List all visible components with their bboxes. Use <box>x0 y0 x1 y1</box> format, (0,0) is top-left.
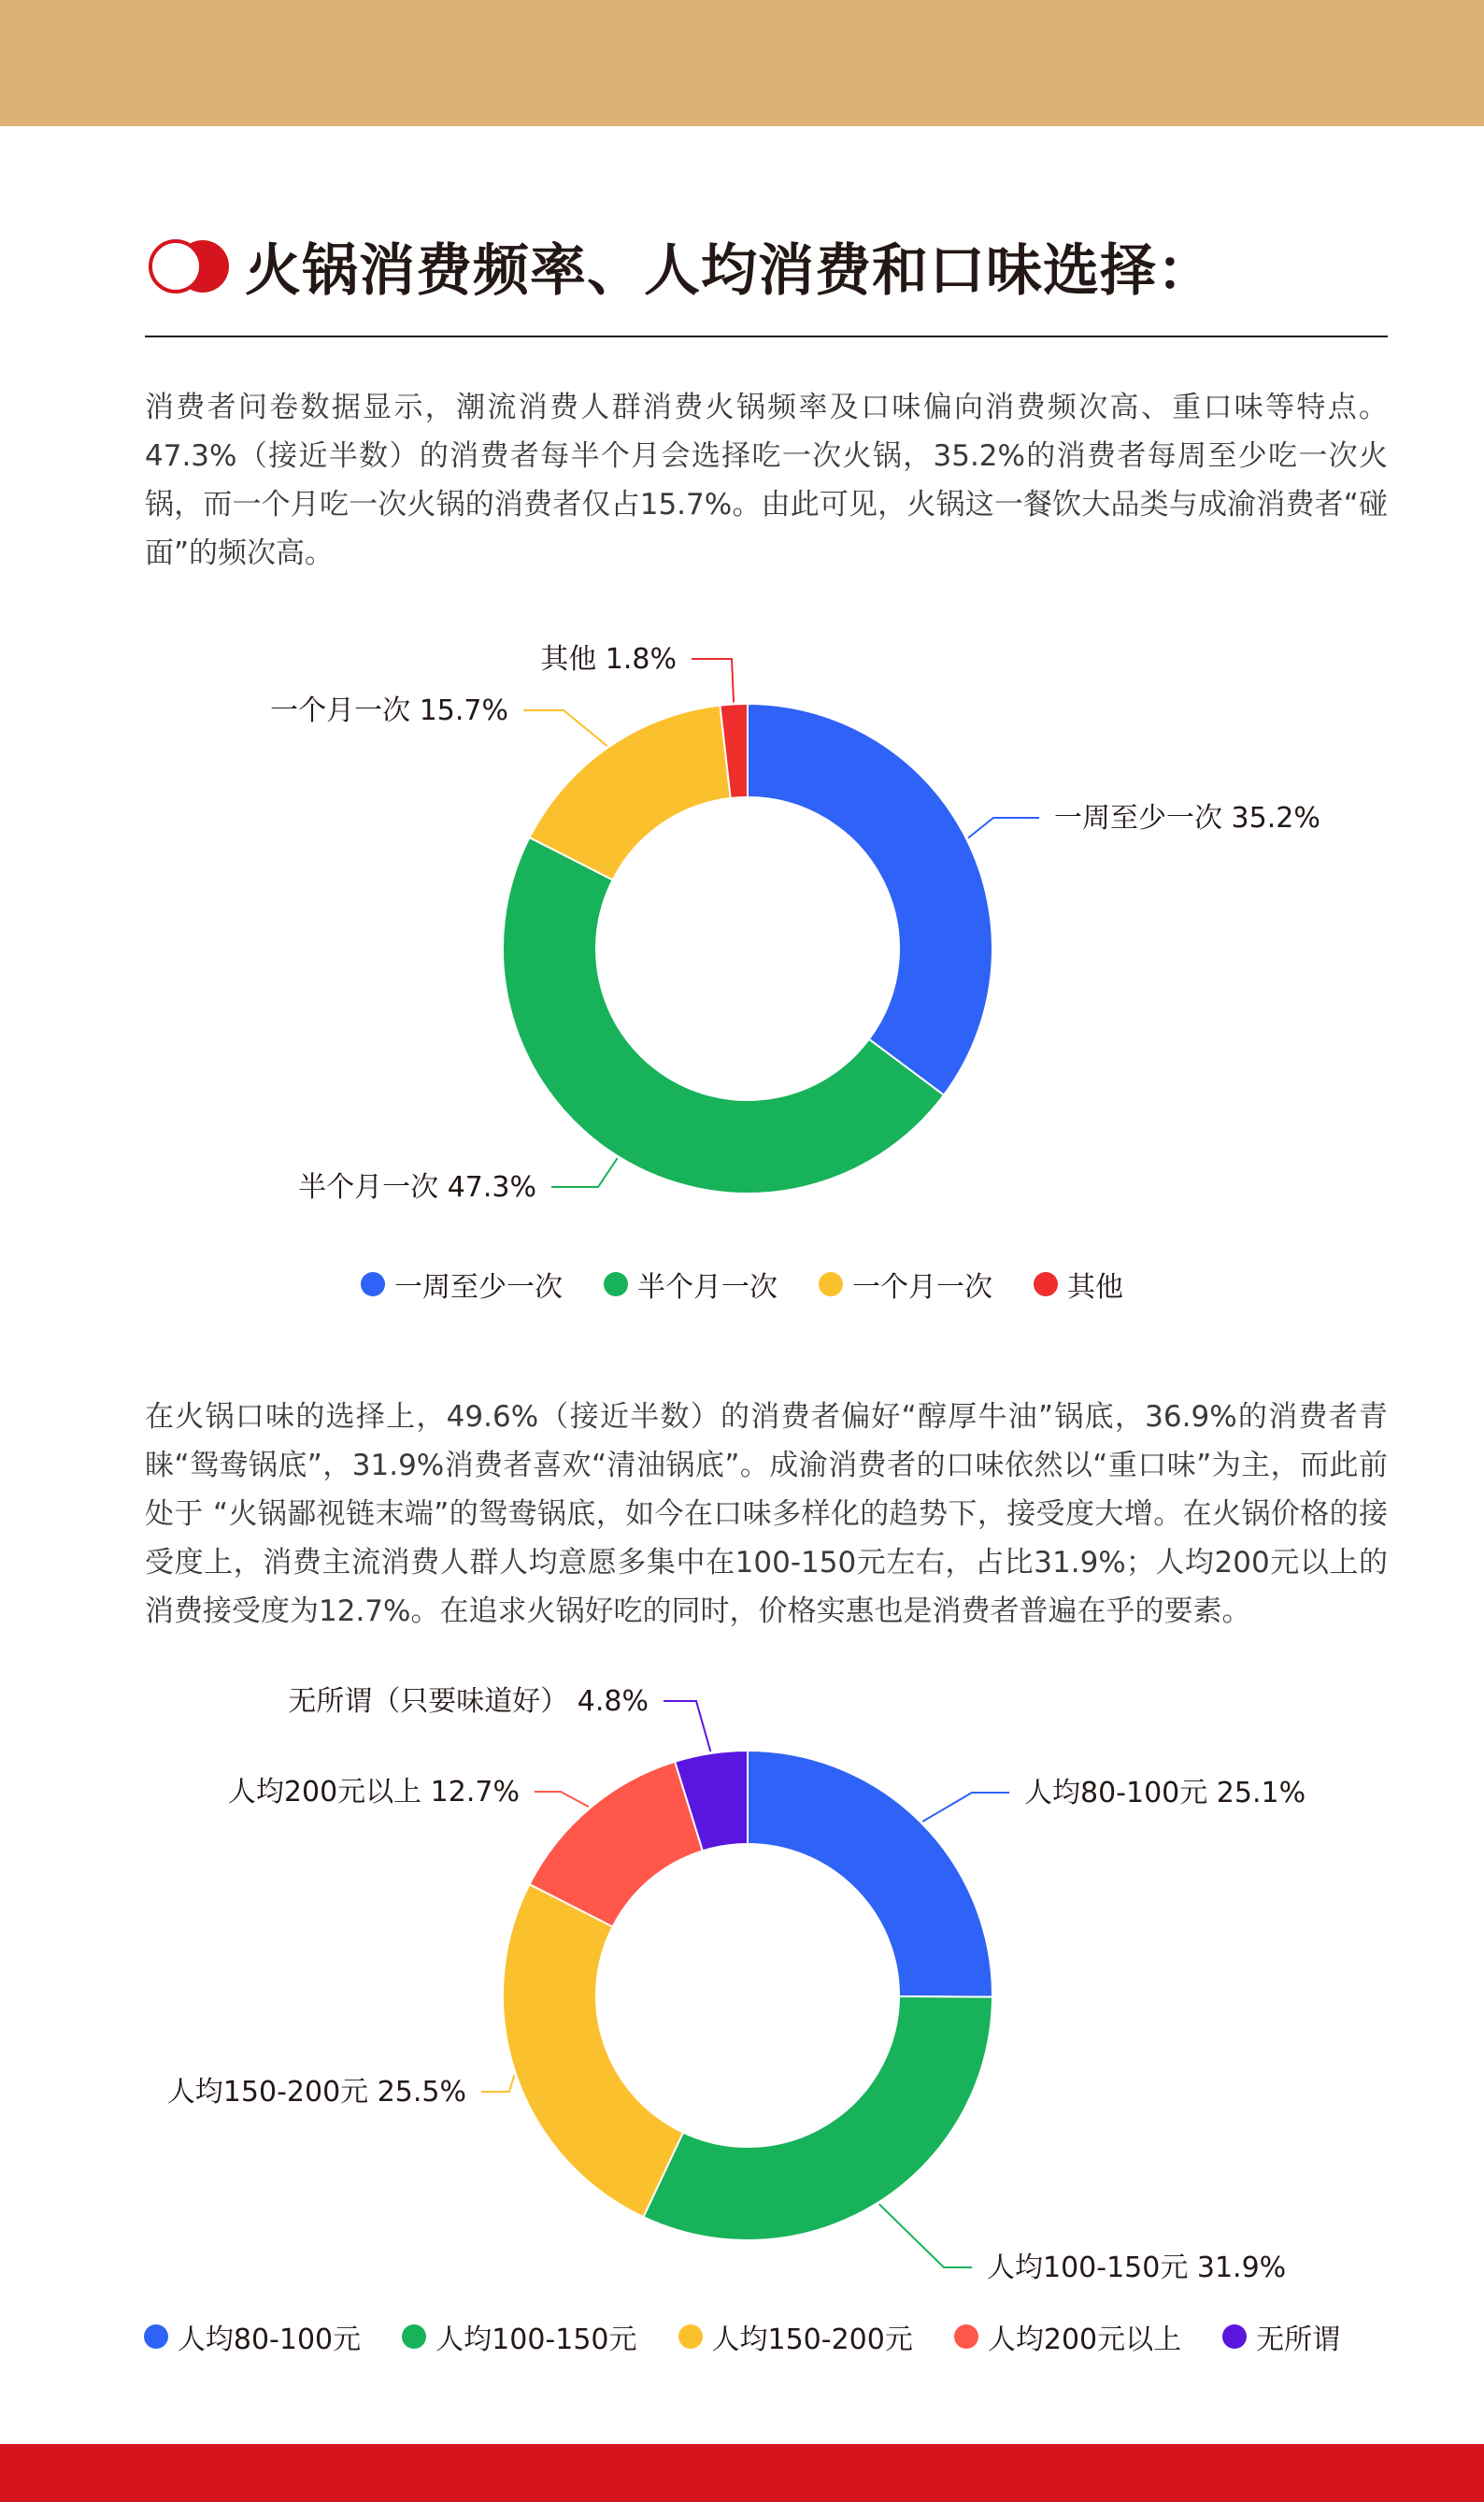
chart1-leader-2 <box>523 710 607 746</box>
chart2-legend-label-2: 人均150-200元 <box>711 2323 913 2356</box>
chart2-leader-4 <box>664 1701 710 1751</box>
chart2-legend-label-1: 人均100-150元 <box>435 2323 637 2356</box>
chart2-slice-0 <box>748 1751 992 1997</box>
chart2-legend-item-3 <box>954 2316 1181 2357</box>
chart1-slice-2 <box>530 706 731 880</box>
frequency-chart-legend <box>0 1264 1484 1305</box>
taste-price-paragraph: 在火锅口味的选择上，49.6%（接近半数）的消费者偏好“醇厚牛油”锅底，36.9%的消费者青睐“鸳鸯锅底”，31.9%消费者喜欢“清油锅底”。成渝消费者的口味依然以“重口味”为主，而此前处于 “火锅鄙视链末端”的鸳鸯锅底，如今在口味多样化的趋势下，接受度大增。在火锅价格的接受度上，消费主流消费人群人均意愿多集中在100-150元左右，占比31.9%；人均200元以上的消费接受度为12.7%。在追求火锅好吃的同时，价格实惠也是消费者普遍在乎的要素。 <box>145 1400 1388 1628</box>
chart2-legend-dot-2 <box>678 2324 703 2349</box>
chart1-legend-dot-2 <box>819 1272 843 1296</box>
price-donut-chart <box>0 1673 1484 2383</box>
chart1-legend-label-1: 半个月一次 <box>637 1271 778 1304</box>
chart2-slice-1 <box>643 1996 992 2240</box>
page-title: 火锅消费频率、人均消费和口味选择： <box>245 238 1214 304</box>
chart2-label-1: 人均100-150元 31.9% <box>987 2252 1287 2284</box>
chart2-legend-label-0: 人均80-100元 <box>177 2323 362 2356</box>
chart2-legend-dot-0 <box>144 2324 168 2349</box>
price-chart-legend <box>0 2316 1484 2357</box>
chart2-legend-item-1 <box>402 2316 636 2357</box>
chart2-leader-2 <box>481 2076 514 2092</box>
intro-paragraph: 消费者问卷数据显示，潮流消费人群消费火锅频率及口味偏向消费频次高、重口味等特点。47.3%（接近半数）的消费者每半个月会选择吃一次火锅，35.2%的消费者每周至少吃一次火锅，而一个月吃一次火锅的消费者仅占15.7%。由此可见，火锅这一餐饮大品类与成渝消费者“碰面”的频次高。 <box>145 391 1388 570</box>
top-color-band <box>0 0 1484 126</box>
chart1-legend-dot-0 <box>361 1272 385 1296</box>
chart1-legend-label-0: 一周至少一次 <box>394 1271 563 1304</box>
double-circle-icon <box>145 238 231 294</box>
chart1-legend-dot-3 <box>1034 1272 1058 1296</box>
chart2-legend-item-0 <box>144 2316 361 2357</box>
frequency-donut-chart <box>0 608 1484 1318</box>
chart2-label-0: 人均80-100元 25.1% <box>1024 1777 1306 1809</box>
chart1-leader-0 <box>968 818 1039 838</box>
chart2-legend-item-4 <box>1222 2316 1340 2357</box>
chart1-label-2: 一个月一次 15.7% <box>270 694 508 727</box>
bottom-color-band <box>0 2444 1484 2502</box>
chart2-leader-3 <box>535 1792 589 1807</box>
chart1-legend-item-3 <box>1034 1264 1123 1305</box>
chart1-leader-1 <box>551 1158 618 1187</box>
chart1-leader-3 <box>692 659 734 702</box>
chart1-label-0: 一周至少一次 35.2% <box>1054 802 1320 835</box>
chart2-label-3: 人均200元以上 12.7% <box>227 1776 520 1809</box>
chart2-legend-dot-1 <box>402 2324 426 2349</box>
chart2-legend-label-3: 人均200元以上 <box>987 2323 1182 2356</box>
chart2-leader-0 <box>922 1793 1009 1822</box>
chart2-legend-label-4: 无所谓 <box>1256 2323 1341 2356</box>
chart1-label-1: 半个月一次 47.3% <box>298 1171 536 1204</box>
chart2-legend-dot-3 <box>954 2324 978 2349</box>
chart1-legend-label-2: 一个月一次 <box>852 1271 992 1304</box>
chart2-legend-dot-4 <box>1222 2324 1247 2349</box>
title-divider <box>145 336 1388 337</box>
chart1-legend-item-1 <box>604 1264 778 1305</box>
chart1-slice-1 <box>503 837 944 1194</box>
chart1-legend-item-2 <box>819 1264 992 1305</box>
chart2-legend-item-2 <box>678 2316 913 2357</box>
chart1-slice-0 <box>748 704 992 1095</box>
chart2-leader-1 <box>879 2204 972 2267</box>
chart1-legend-dot-1 <box>604 1272 628 1296</box>
chart2-label-2: 人均150-200元 25.5% <box>166 2076 466 2109</box>
chart2-label-4: 无所谓（只要味道好） 4.8% <box>288 1685 649 1718</box>
chart1-legend-item-0 <box>361 1264 563 1305</box>
chart2-slice-2 <box>503 1884 683 2217</box>
chart1-legend-label-3: 其他 <box>1067 1271 1123 1304</box>
chart1-label-3: 其他 1.8% <box>540 643 677 676</box>
